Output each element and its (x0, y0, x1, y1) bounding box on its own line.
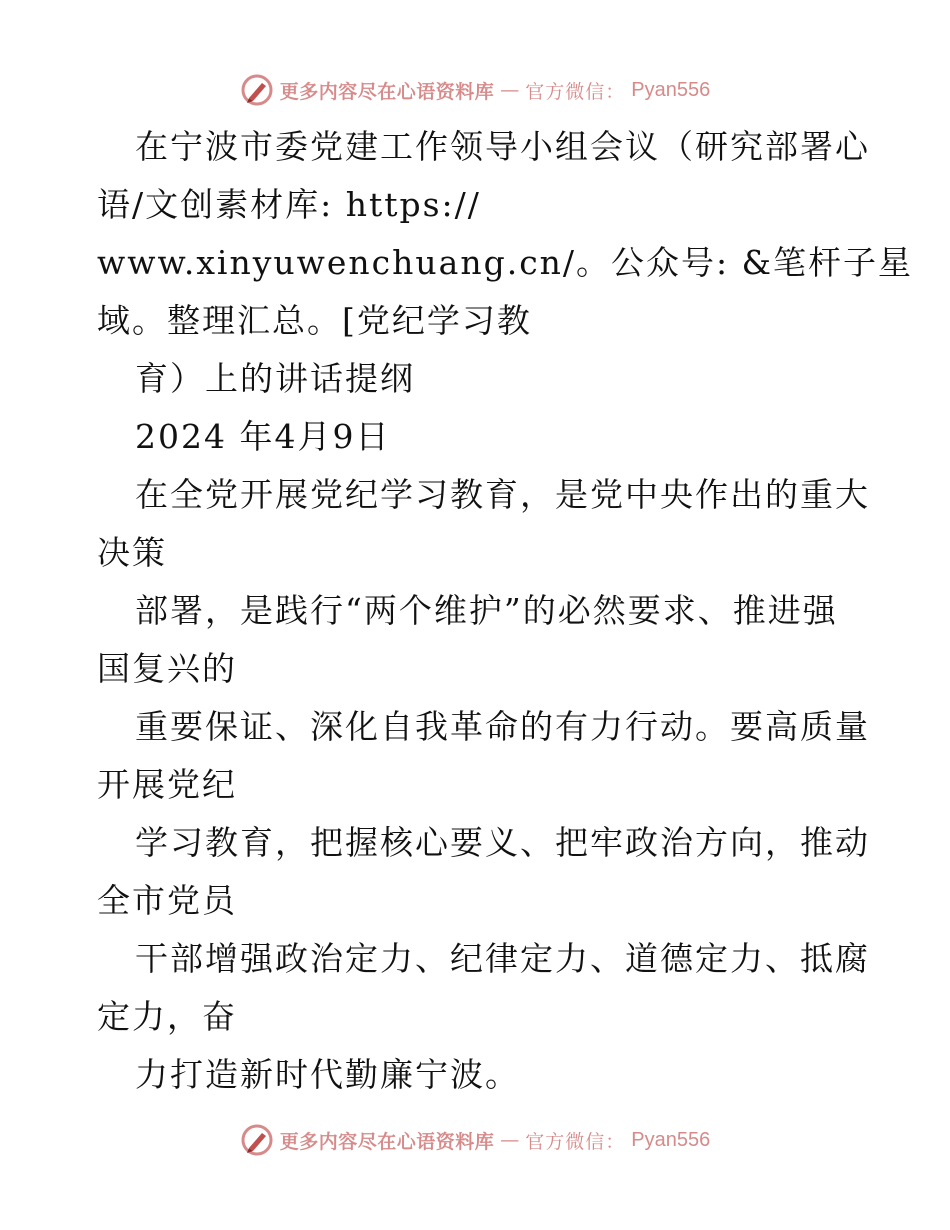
watermark-main-text: 更多内容尽在心语资料库 (279, 80, 495, 103)
text-line: 部署，是践行“两个维护”的必然要求、推进强 (135, 591, 838, 630)
date-line: 2024 年4月9日 (135, 417, 391, 456)
text-line: 重要保证、深化自我革命的有力行动。要高质量 (135, 707, 870, 746)
text-line: 力打造新时代勤廉宁波。 (135, 1055, 520, 1094)
text-line: 决策 (97, 533, 167, 572)
watermark-wechat-label: 官方微信： (525, 1130, 626, 1153)
text-line: 开展党纪 (97, 765, 237, 804)
pen-circle-logo-icon (240, 73, 274, 107)
watermark-dash: — (500, 79, 520, 101)
text-line: 在宁波市委党建工作领导小组会议（研究部署心 (135, 127, 870, 166)
watermark-wechat-id: Pyan556 (631, 78, 711, 101)
text-line: 国复兴的 (97, 649, 237, 688)
pen-circle-logo-icon (240, 1123, 274, 1157)
watermark-header (0, 70, 950, 110)
text-line: 学习教育，把握核心要义、把牢政治方向，推动 (135, 823, 870, 862)
watermark-footer (0, 1120, 950, 1160)
text-line: 全市党员 (97, 881, 237, 920)
watermark-main-text: 更多内容尽在心语资料库 (279, 1130, 495, 1153)
text-line: www.xinyuwenchuang.cn/。公众号: &笔杆子星 (97, 243, 914, 282)
text-line: 干部增强政治定力、纪律定力、道德定力、抵腐 (135, 939, 870, 978)
text-line: 定力，奋 (97, 997, 237, 1036)
watermark-wechat-label: 官方微信： (525, 80, 626, 103)
text-line: 育）上的讲话提纲 (135, 359, 415, 398)
watermark-wechat-id: Pyan556 (631, 1128, 711, 1151)
text-line: 语/文创素材库: https:// (97, 185, 481, 224)
watermark-dash: — (500, 1129, 520, 1151)
text-line: 在全党开展党纪学习教育，是党中央作出的重大 (135, 475, 870, 514)
text-line: 域。整理汇总。[党纪学习教 (97, 301, 532, 340)
